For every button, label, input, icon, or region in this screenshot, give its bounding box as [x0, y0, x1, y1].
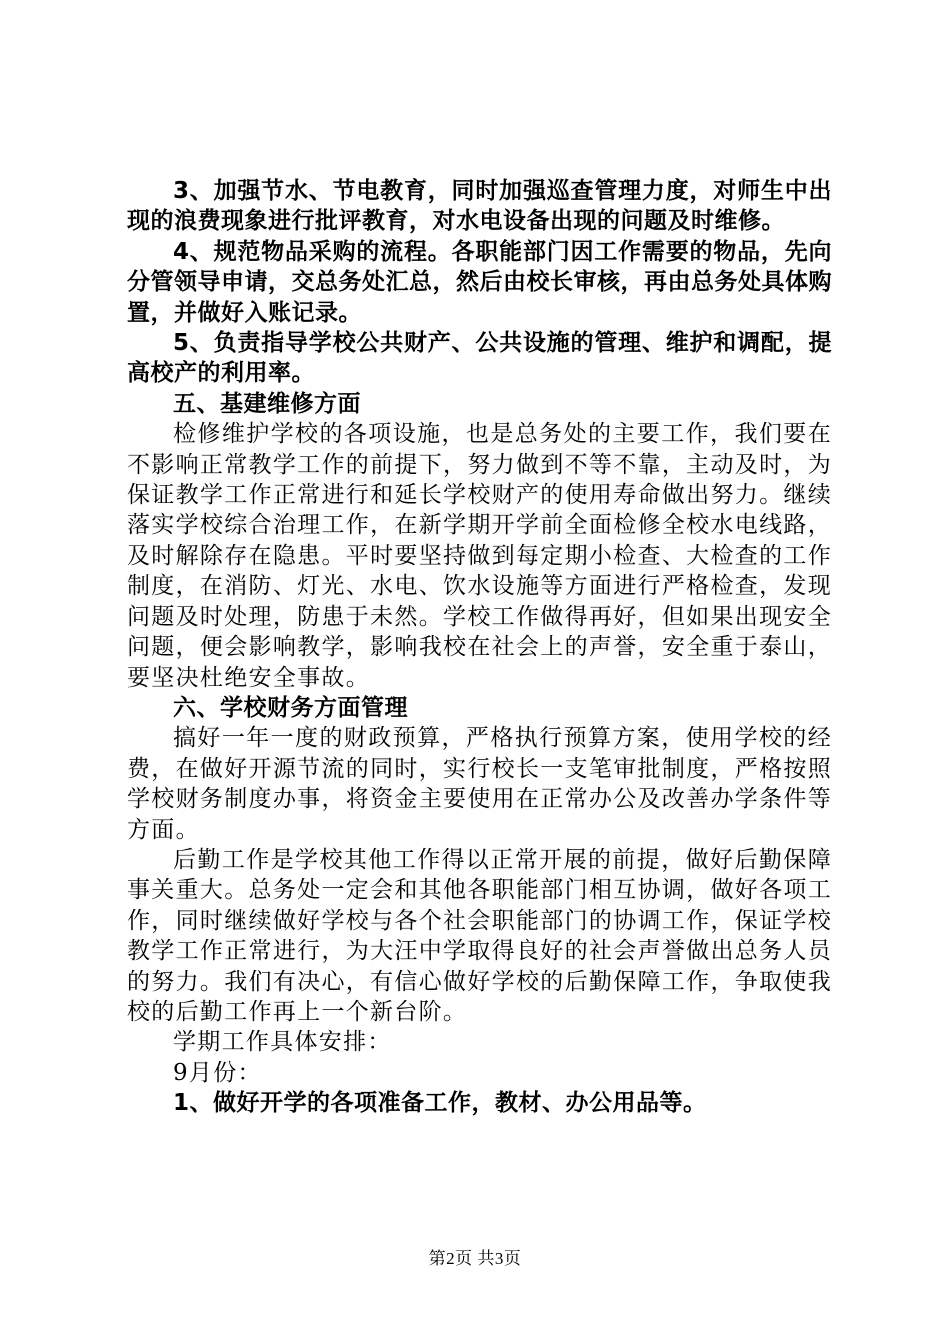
schedule-item-1: 1、做好开学的各项准备工作，教材、办公用品等。 [173, 1090, 707, 1117]
section-heading-six: 六、学校财务方面管理 [173, 694, 408, 721]
paragraph-maintenance: 检修维护学校的各项设施，也是总务处的主要工作，我们要在不影响正常教学工作的前提下，努力做到不等不靠，主动及时，为保证教学工作正常进行和延长学校财产的使用寿命做出努力。继续落实学校综合治理工作，在新学期开学前全面检修全校水电线路，及时解除存在隐患。平时要坚持做到每定期小检查、大检查的工作制度，在消防、灯光、水电、饮水设施等方面进行严格检查，发现问题及时处理，防患于未然。学校工作做得再好，但如果出现安全问题，便会影响教学，影响我校在社会上的声誉，安全重于泰山，要坚决杜绝安全事故。 [127, 421, 832, 691]
paragraph-item-5: 5、负责指导学校公共财产、公共设施的管理、维护和调配，提高校产的利用率。 [127, 330, 832, 387]
paragraph-logistics: 后勤工作是学校其他工作得以正常开展的前提，做好后勤保障事关重大。总务处一定会和其他各职能部门相互协调，做好各项工作，同时继续做好学校与各个社会职能部门的协调工作，保证学校教学工作正常进行，为大汪中学取得良好的社会声誉做出总务人员的努力。我们有决心，有信心做好学校的后勤保障工作，争取使我校的后勤工作再上一个新台阶。 [127, 846, 832, 1025]
paragraph-item-4: 4、规范物品采购的流程。各职能部门因工作需要的物品，先向分管领导申请，交总务处汇总，然后由校长审核，再由总务处具体购置，并做好入账记录。 [127, 238, 832, 326]
page-number-footer: 第2页 共3页 [428, 1249, 522, 1268]
document-body [127, 176, 832, 1119]
month-label: 9月份： [173, 1059, 262, 1086]
schedule-heading: 学期工作具体安排： [173, 1029, 392, 1056]
paragraph-finance: 搞好一年一度的财政预算，严格执行预算方案，使用学校的经费，在做好开源节流的同时，实行校长一支笔审批制度，严格按照学校财务制度办事，将资金主要使用在正常办公及改善办学条件等方面。 [127, 725, 832, 843]
section-heading-five: 五、基建维修方面 [173, 390, 361, 417]
paragraph-item-3: 3、加强节水、节电教育，同时加强巡查管理力度，对师生中出现的浪费现象进行批评教育，对水电设备出现的问题及时维修。 [127, 178, 832, 235]
